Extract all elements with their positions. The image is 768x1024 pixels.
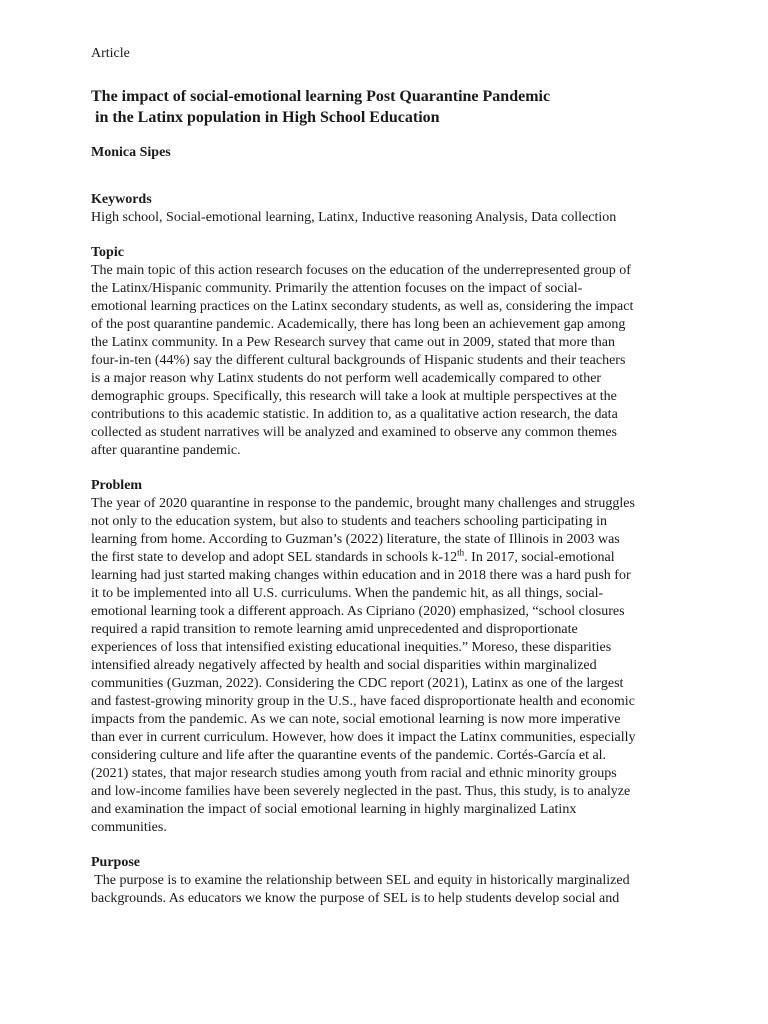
text-line: than ever in current curriculum. However, how does it impact the Latinx communities, especially [91, 730, 636, 745]
text-line: collected as student narratives will be analyzed and examined to observe any common themes [91, 425, 617, 440]
title-line: The impact of social-emotional learning Post Quarantine Pandemic [91, 88, 551, 105]
topic-heading: Topic [91, 245, 124, 260]
text-line: the Latinx community. In a Pew Research survey that came out in 2009, stated that more than [91, 335, 615, 350]
text-line: and low-income families have been severely neglected in the past. Thus, this study, is to analyze [91, 784, 631, 799]
keywords-heading: Keywords [91, 192, 152, 207]
text-line: the Latinx/Hispanic community. Primarily the attention focuses on the impact of social- [91, 281, 583, 296]
text-line: is a major reason why Latinx students do not perform well academically compared to other [91, 371, 602, 386]
text-line: learning from home. According to Guzman’s (2022) literature, the state of Illinois in 2003 was [91, 532, 620, 547]
text-line: learning had just started making changes within education and in 2018 there was a hard push for [91, 568, 631, 583]
text-line: four-in-ten (44%) say the different cultural backgrounds of Hispanic students and their teachers [91, 353, 626, 368]
text-line: and examination the impact of social emotional learning in highly marginalized Latinx [91, 802, 577, 817]
author-name: Monica Sipes [91, 145, 171, 160]
text-fragment: the first state to develop and adopt SEL standards in schools k-12 [91, 550, 458, 565]
problem-section [91, 477, 677, 837]
text-line: The main topic of this action research focuses on the education of the underrepresented group of [91, 263, 631, 278]
topic-section [91, 244, 677, 460]
text-line: The year of 2020 quarantine in response to the pandemic, brought many challenges and struggles [91, 496, 635, 511]
text-line: demographic groups. Specifically, this research will take a look at multiple perspectives at the [91, 389, 617, 404]
keywords-text: High school, Social-emotional learning, Latinx, Inductive reasoning Analysis, Data collection [91, 210, 617, 225]
article-label: Article [91, 46, 130, 61]
text-line: emotional learning practices on the Latinx secondary students, as well as, considering the impact [91, 299, 634, 314]
text-line: contributions to this academic statistic. In addition to, as a qualitative action research, the data [91, 407, 618, 422]
text-line: communities. [91, 820, 167, 835]
document-title [91, 86, 677, 128]
text-line: considering culture and life after the quarantine events of the pandemic. Cortés-García et al. [91, 748, 607, 763]
purpose-paragraph [91, 872, 677, 908]
problem-paragraph [91, 495, 677, 837]
text-line: and fastest-growing minority group in the U.S., have faced disproportionate health and economic [91, 694, 635, 709]
text-line: emotional learning took a different approach. As Cipriano (2020) emphasized, “school closures [91, 604, 625, 619]
document-page [91, 44, 677, 908]
text-line: impacts from the pandemic. As we can note, social emotional learning is now more imperative [91, 712, 621, 727]
problem-heading: Problem [91, 478, 143, 493]
text-line [91, 549, 677, 567]
text-line: it to be implemented into all U.S. curriculums. When the pandemic hit, as all things, social- [91, 586, 604, 601]
text-line: not only to the education system, but also to students and teachers schooling participating in [91, 514, 607, 529]
keywords-section [91, 191, 677, 227]
text-line: of the post quarantine pandemic. Academically, there has long been an achievement gap among [91, 317, 626, 332]
purpose-heading: Purpose [91, 855, 140, 870]
purpose-section [91, 854, 677, 908]
text-line: The purpose is to examine the relationship between SEL and equity in historically marginalized [91, 873, 630, 888]
text-line: communities (Guzman, 2022). Considering the CDC report (2021), Latinx as one of the largest [91, 676, 624, 691]
text-fragment: . In 2017, social-emotional [464, 550, 615, 565]
text-line: backgrounds. As educators we know the purpose of SEL is to help students develop social and [91, 891, 620, 906]
title-line: in the Latinx population in High School Education [91, 109, 440, 126]
topic-paragraph [91, 262, 677, 460]
text-line: after quarantine pandemic. [91, 443, 241, 458]
text-line: (2021) states, that major research studies among youth from racial and ethnic minority groups [91, 766, 617, 781]
text-line: required a rapid transition to remote learning amid unprecedented and disproportionate [91, 622, 578, 637]
superscript: th [457, 547, 465, 558]
text-line: experiences of loss that intensified existing educational inequities.” Moreso, these disparities [91, 640, 612, 655]
text-line: intensified already negatively affected by health and social disparities within marginalized [91, 658, 597, 673]
